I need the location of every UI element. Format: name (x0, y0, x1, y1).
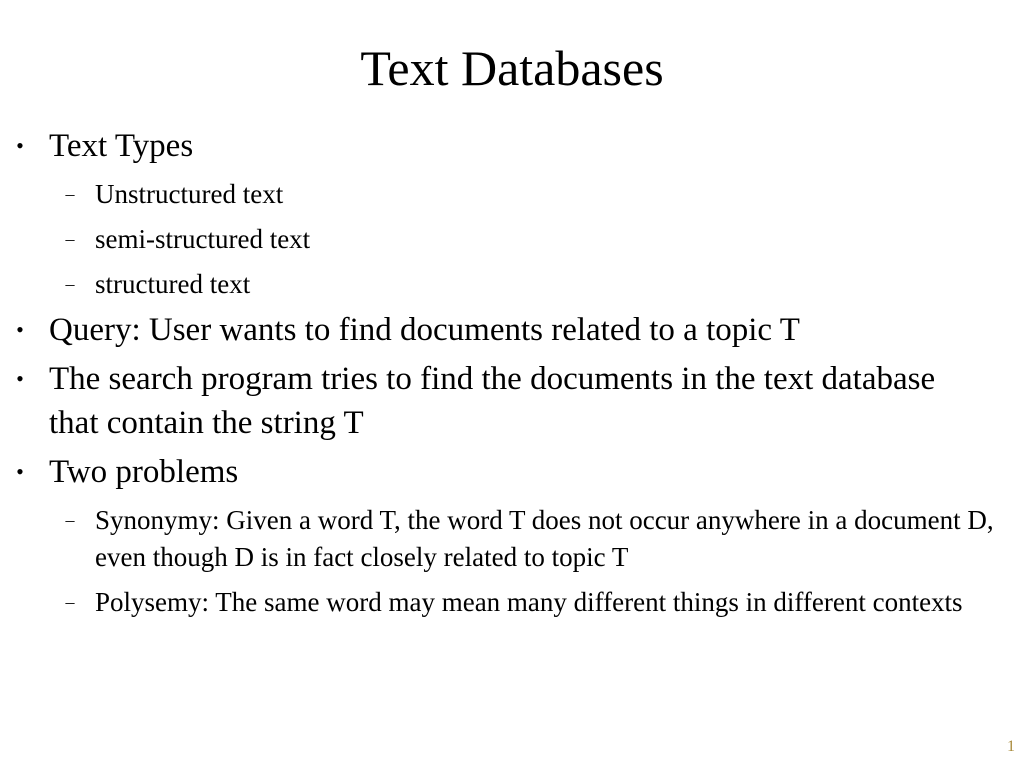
bullet-query (0, 308, 1024, 352)
bullet-text-types (0, 124, 1024, 168)
dash-icon: – (65, 229, 75, 249)
dash-icon: – (65, 274, 75, 294)
sub-bullet-structured (0, 266, 1024, 303)
slide-title: Text Databases (360, 40, 664, 96)
sub-bullet-text: semi-structured text (95, 224, 311, 254)
bullet-text: Query: User wants to find documents related to a topic T (49, 312, 800, 348)
bullet-text: The search program tries to find the documents in the text database that contain the string T (49, 361, 936, 441)
sub-bullet-unstructured (0, 176, 1024, 213)
dash-icon: – (65, 184, 75, 204)
bullet-text: Two problems (49, 454, 239, 490)
sub-bullet-text: Unstructured text (95, 179, 284, 209)
page-number: 1 (1007, 738, 1015, 755)
sub-bullet-text: Synonymy: Given a word T, the word T does not occur anywhere in a document D, even though D is in fact closely related to topic T (95, 505, 994, 572)
sub-bullet-text: Polysemy: The same word may mean many different things in different contexts (95, 587, 963, 617)
bullet-dot-icon: • (16, 133, 24, 158)
bullet-search-program (0, 357, 1024, 445)
bullet-dot-icon: • (16, 317, 24, 342)
sub-bullet-text: structured text (95, 269, 251, 299)
slide-content (0, 124, 1024, 621)
sub-bullet-semi-structured (0, 221, 1024, 258)
bullet-text: Text Types (49, 128, 194, 164)
sub-bullet-polysemy (0, 584, 1024, 621)
bullet-dot-icon: • (16, 459, 24, 484)
bullet-dot-icon: • (16, 366, 24, 391)
sub-bullet-synonymy (0, 502, 1024, 576)
dash-icon: – (65, 510, 75, 530)
bullet-two-problems (0, 450, 1024, 494)
dash-icon: – (65, 592, 75, 612)
